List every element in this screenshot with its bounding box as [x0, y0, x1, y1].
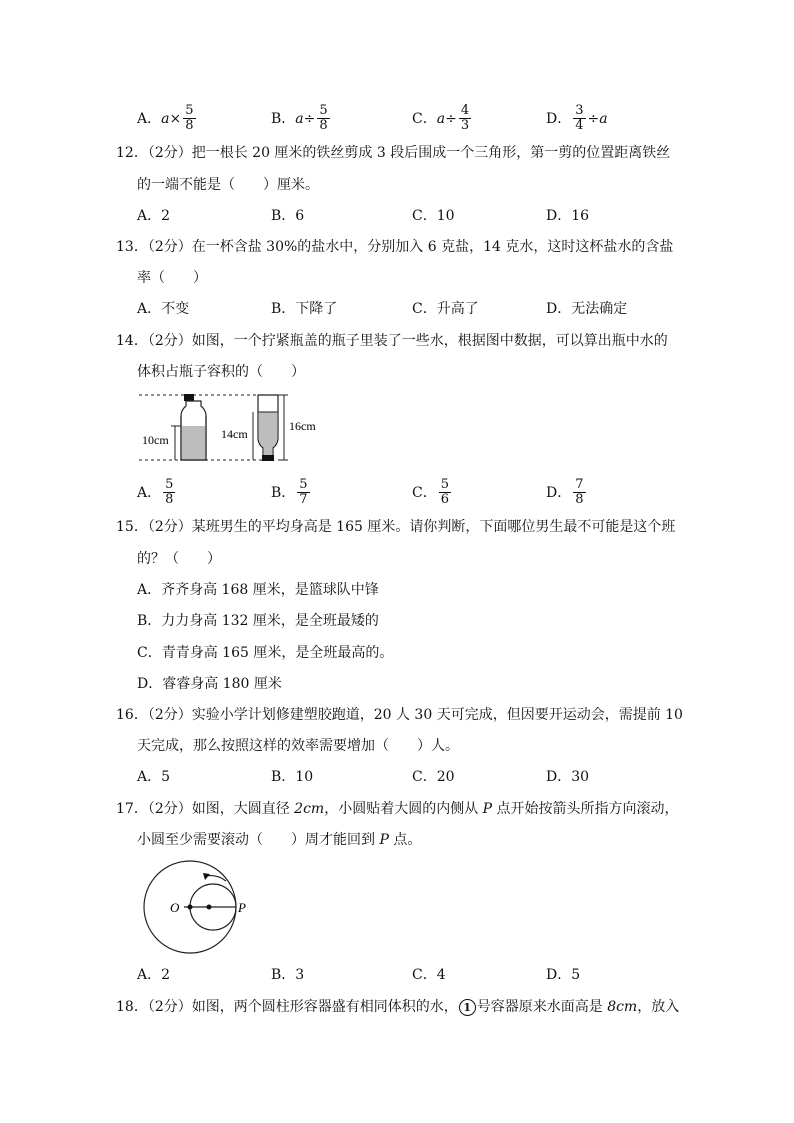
q17-option-d: D．5 — [546, 967, 581, 983]
option-label: C． — [412, 110, 437, 127]
bottle-cap — [184, 394, 194, 401]
numerator: 5 — [319, 103, 328, 118]
q14-option-a — [137, 478, 177, 507]
numerator: 5 — [440, 477, 449, 492]
option-label: D． — [546, 110, 572, 127]
numerator: 5 — [165, 477, 174, 492]
operator: ÷ — [587, 110, 600, 127]
label-14cm: 14cm — [221, 427, 248, 441]
numerator: 4 — [460, 103, 470, 118]
denominator: 7 — [299, 492, 308, 507]
q14-option-d — [546, 478, 588, 507]
label-p: P — [238, 900, 246, 915]
operator: × — [169, 110, 182, 127]
q14-text-line1: 14．（2分）如图，一个拧紧瓶盖的瓶子里装了一些水，根据图中数据，可以算出瓶中水的 — [116, 333, 668, 349]
text-italic: 8cm — [607, 999, 638, 1015]
text: 小圆至少需要滚动（ ）周才能回到 — [137, 832, 380, 848]
q12-option-b: B．6 — [271, 208, 305, 224]
q14-option-c — [412, 478, 453, 507]
option-label: D． — [546, 484, 572, 501]
text: 点。 — [388, 832, 422, 848]
fraction — [573, 104, 585, 133]
q17-text-line1 — [116, 799, 679, 819]
fraction — [439, 478, 451, 507]
q12-option-d: D．16 — [546, 208, 590, 224]
denominator: 6 — [440, 492, 449, 507]
q17-option-b: B．3 — [271, 967, 305, 983]
q15-text-line2: 的？（ ） — [137, 551, 221, 567]
fraction — [183, 104, 195, 133]
text: ，放入 — [637, 999, 680, 1015]
q13-option-c: C．升高了 — [412, 301, 479, 317]
q12-text-line1: 12．（2分）把一根长 20 厘米的铁丝剪成 3 段后围成一个三角形，第一剪的位置距离铁丝 — [116, 145, 671, 161]
q12-option-c: C．10 — [412, 208, 455, 224]
denominator: 3 — [460, 118, 470, 133]
option-label: A． — [137, 110, 162, 127]
q17-option-c: C．4 — [412, 967, 446, 983]
small-center-point — [207, 905, 212, 910]
q13-option-d: D．无法确定 — [546, 301, 628, 317]
arrow-head-icon — [203, 873, 210, 880]
fraction — [459, 104, 471, 133]
option-label: A． — [137, 484, 162, 501]
fraction — [163, 478, 175, 507]
q15-option-b: B．力力身高 132 厘米，是全班最矮的 — [137, 613, 379, 629]
q12-text-line2: 的一端不能是（ ）厘米。 — [137, 177, 319, 193]
q15-option-a: A．齐齐身高 168 厘米，是篮球队中锋 — [137, 582, 379, 598]
text: ，小圆贴着大圆的内侧从 — [324, 801, 483, 817]
q16-option-d: D．30 — [546, 769, 590, 785]
text: 18．（2分）如图，两个圆柱形容器盛有相同体积的水， — [116, 999, 458, 1015]
q16-option-a: A．5 — [137, 769, 171, 785]
operator: ÷ — [303, 110, 316, 127]
center-point-o — [188, 905, 193, 910]
numerator: 5 — [299, 477, 308, 492]
q12-option-a: A．2 — [137, 208, 171, 224]
option-label: B． — [271, 484, 296, 501]
denominator: 8 — [319, 118, 328, 133]
q16-text-line1: 16．（2分）实验小学计划修建塑胶跑道，20 人 30 天可完成，但因要开运动会，需提前 10 — [116, 707, 683, 723]
numerator: 7 — [575, 477, 584, 492]
text-italic: 2cm — [294, 801, 325, 817]
denominator: 8 — [185, 118, 194, 133]
numerator: 3 — [575, 103, 584, 118]
inverted-cap — [262, 455, 274, 461]
denominator: 8 — [575, 492, 584, 507]
circled-number: 1 — [459, 999, 476, 1016]
q14-text-line2: 体积占瓶子容积的（ ） — [137, 364, 305, 380]
variable: a — [436, 110, 446, 127]
fraction — [297, 478, 309, 507]
q15-option-c: C．青青身高 165 厘米，是全班最高的。 — [137, 645, 394, 661]
circle-figure — [137, 859, 257, 959]
variable: a — [161, 110, 170, 127]
q13-option-b: B．下降了 — [271, 301, 338, 317]
q15-text-line1: 15．（2分）某班男生的平均身高是 165 厘米。请你判断，下面哪位男生最不可能是这个班 — [116, 519, 676, 535]
upright-water — [182, 426, 205, 460]
q11-option-c — [412, 104, 473, 133]
label-10cm: 10cm — [142, 433, 169, 447]
inverted-water — [259, 412, 277, 456]
q11-option-a — [137, 104, 198, 133]
text-italic: P — [379, 832, 389, 848]
label-o: O — [170, 900, 180, 915]
q13-option-a: A．不变 — [137, 301, 190, 317]
text: 号容器原来水面高是 — [476, 999, 608, 1015]
q15-option-d: D．睿睿身高 180 厘米 — [137, 676, 282, 692]
q16-text-line2: 天完成，那么按照这样的效率需要增加（ ）人。 — [137, 738, 459, 754]
variable: a — [599, 110, 608, 127]
option-label: B． — [271, 110, 296, 127]
text: 点开始按箭头所指方向滚动， — [492, 801, 679, 817]
operator: ÷ — [445, 110, 457, 127]
denominator: 8 — [165, 492, 174, 507]
q13-text-line2: 率（ ） — [137, 270, 207, 286]
numerator: 5 — [185, 103, 194, 118]
q11-option-d — [546, 104, 608, 133]
fraction — [317, 104, 329, 133]
option-label: C． — [412, 484, 437, 501]
label-16cm: 16cm — [289, 419, 316, 433]
text-italic: P — [482, 801, 493, 817]
q16-option-b: B．10 — [271, 769, 314, 785]
arrow-path — [206, 876, 226, 881]
fraction — [573, 478, 585, 507]
q17-text-line2 — [137, 830, 421, 850]
q18-text-line1 — [116, 997, 679, 1017]
variable: a — [295, 110, 304, 127]
q13-text-line1: 13．（2分）在一杯含盐 30%的盐水中，分别加入 6 克盐，14 克水，这时这杯盐水的含盐 — [116, 239, 674, 255]
q11-option-b — [271, 104, 332, 133]
text: 17．（2分）如图，大圆直径 — [116, 801, 295, 817]
q16-option-c: C．20 — [412, 769, 455, 785]
q14-option-b — [271, 478, 312, 507]
bottle-figure — [137, 392, 327, 464]
q17-option-a: A．2 — [137, 967, 171, 983]
denominator: 4 — [575, 118, 584, 133]
